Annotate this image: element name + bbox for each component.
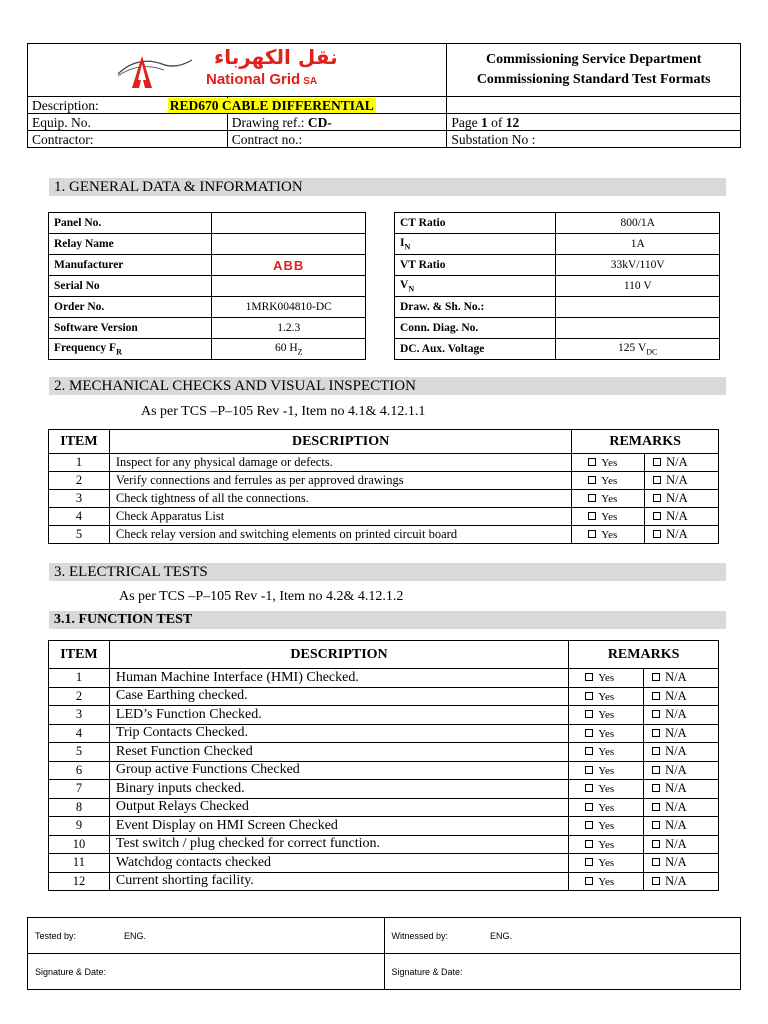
table-row bbox=[49, 743, 719, 762]
item-description: Reset Function Checked bbox=[109, 743, 568, 762]
na-label: N/A bbox=[666, 527, 688, 541]
checkbox-icon[interactable] bbox=[585, 747, 593, 755]
na-label: N/A bbox=[665, 762, 687, 777]
checkbox-icon[interactable] bbox=[588, 494, 596, 502]
function-test-table bbox=[48, 640, 719, 891]
table-row bbox=[49, 817, 719, 836]
yes-checkbox[interactable] bbox=[569, 761, 644, 780]
checkbox-icon[interactable] bbox=[652, 747, 660, 755]
checkbox-icon[interactable] bbox=[585, 877, 593, 885]
item-description: Watchdog contacts checked bbox=[109, 854, 568, 873]
item-description: Check relay version and switching elements on printed circuit board bbox=[109, 526, 571, 544]
checkbox-icon[interactable] bbox=[652, 710, 660, 718]
software-version-value: 1.2.3 bbox=[212, 318, 366, 339]
checkbox-icon[interactable] bbox=[653, 512, 661, 520]
remarks-header: REMARKS bbox=[572, 430, 719, 454]
yes-label: Yes bbox=[601, 475, 618, 487]
checkbox-icon[interactable] bbox=[588, 530, 596, 538]
formats-title: Commissioning Standard Test Formats bbox=[476, 72, 711, 87]
yes-label: Yes bbox=[598, 746, 615, 759]
na-checkbox[interactable] bbox=[645, 508, 719, 526]
contractor-label: Contractor: bbox=[28, 131, 228, 148]
item-description: Test switch / plug checked for correct function. bbox=[109, 835, 568, 854]
item-number: 3 bbox=[49, 706, 110, 725]
checkbox-icon[interactable] bbox=[653, 476, 661, 484]
na-checkbox[interactable] bbox=[644, 780, 719, 799]
manufacturer-label: Manufacturer bbox=[49, 255, 212, 276]
na-checkbox[interactable] bbox=[644, 798, 719, 817]
table-row bbox=[49, 454, 719, 472]
na-checkbox[interactable] bbox=[644, 854, 719, 873]
yes-checkbox[interactable] bbox=[569, 669, 644, 688]
contract-label: Contract no.: bbox=[227, 131, 447, 148]
serial-no-label: Serial No bbox=[49, 276, 212, 297]
grid-tower-icon bbox=[116, 52, 196, 90]
signature-date-left: Signature & Date: bbox=[28, 954, 385, 990]
item-description: LED’s Function Checked. bbox=[109, 706, 568, 725]
item-number: 7 bbox=[49, 780, 110, 799]
mechanical-checks-table bbox=[48, 429, 719, 544]
panel-no-label: Panel No. bbox=[49, 213, 212, 234]
table-row bbox=[49, 724, 719, 743]
item-number: 6 bbox=[49, 761, 110, 780]
item-description: Binary inputs checked. bbox=[109, 780, 568, 799]
checkbox-icon[interactable] bbox=[588, 512, 596, 520]
tested-by-label: Tested by: bbox=[35, 930, 77, 941]
checkbox-icon[interactable] bbox=[585, 710, 593, 718]
frequency-label: Frequency $F_R$ bbox=[49, 339, 212, 360]
checkbox-icon[interactable] bbox=[652, 766, 660, 774]
draw-sh-no-value bbox=[556, 297, 720, 318]
checkbox-icon[interactable] bbox=[585, 692, 593, 700]
checkbox-icon[interactable] bbox=[653, 458, 661, 466]
yes-label: Yes bbox=[598, 801, 615, 814]
drawing-ref-cell: Drawing ref.: CD- bbox=[227, 114, 447, 131]
substation-label: Substation No : bbox=[447, 131, 741, 148]
na-label: N/A bbox=[665, 707, 687, 722]
yes-checkbox[interactable] bbox=[572, 526, 645, 544]
na-checkbox[interactable] bbox=[644, 761, 719, 780]
description-value-cell bbox=[169, 97, 447, 114]
national-grid-logo bbox=[116, 45, 376, 90]
item-number: 2 bbox=[49, 472, 110, 490]
yes-label: Yes bbox=[601, 493, 618, 505]
ct-ratio-value: 800/1A bbox=[556, 213, 720, 234]
na-label: N/A bbox=[665, 781, 687, 796]
checkbox-icon[interactable] bbox=[652, 673, 660, 681]
general-data-left bbox=[48, 212, 366, 360]
checkbox-icon[interactable] bbox=[652, 877, 660, 885]
checkbox-icon[interactable] bbox=[652, 821, 660, 829]
table-row bbox=[49, 526, 719, 544]
table-row bbox=[49, 835, 719, 854]
yes-checkbox[interactable] bbox=[569, 743, 644, 762]
item-description: Check Apparatus List bbox=[109, 508, 571, 526]
item-number: 8 bbox=[49, 798, 110, 817]
vt-ratio-label: VT Ratio bbox=[395, 255, 556, 276]
na-checkbox[interactable] bbox=[644, 706, 719, 725]
na-label: N/A bbox=[665, 744, 687, 759]
panel-no-value bbox=[212, 213, 366, 234]
item-header: ITEM bbox=[49, 641, 110, 669]
yes-label: Yes bbox=[598, 857, 615, 870]
na-label: N/A bbox=[665, 855, 687, 870]
section2-subtitle: As per TCS –P–105 Rev -1, Item no 4.1& 4.12.1.1 bbox=[141, 404, 426, 419]
yes-checkbox[interactable] bbox=[569, 817, 644, 836]
relay-name-value bbox=[212, 234, 366, 255]
description-label: Description: bbox=[28, 97, 228, 114]
function-test-title: 3.1. FUNCTION TEST bbox=[49, 611, 726, 629]
na-label: N/A bbox=[665, 799, 687, 814]
na-checkbox[interactable] bbox=[644, 724, 719, 743]
checkbox-icon[interactable] bbox=[585, 784, 593, 792]
na-checkbox[interactable] bbox=[644, 743, 719, 762]
yes-checkbox[interactable] bbox=[572, 508, 645, 526]
header-table bbox=[27, 43, 741, 148]
conn-diag-no-value bbox=[556, 318, 720, 339]
yes-checkbox[interactable] bbox=[569, 854, 644, 873]
na-checkbox[interactable] bbox=[644, 872, 719, 891]
section1-title: 1. GENERAL DATA & INFORMATION bbox=[49, 178, 726, 196]
item-description: Check tightness of all the connections. bbox=[109, 490, 571, 508]
yes-checkbox[interactable] bbox=[569, 706, 644, 725]
yes-checkbox[interactable] bbox=[572, 472, 645, 490]
checkbox-icon[interactable] bbox=[652, 729, 660, 737]
na-label: N/A bbox=[666, 473, 688, 487]
checkbox-icon[interactable] bbox=[585, 803, 593, 811]
checkbox-icon[interactable] bbox=[585, 766, 593, 774]
na-label: N/A bbox=[665, 670, 687, 685]
item-description: Event Display on HMI Screen Checked bbox=[109, 817, 568, 836]
conn-diag-no-label: Conn. Diag. No. bbox=[395, 318, 556, 339]
drawing-ref-value: CD- bbox=[307, 114, 332, 130]
yes-label: Yes bbox=[598, 672, 615, 685]
tested-by-cell bbox=[28, 918, 385, 954]
yes-label: Yes bbox=[598, 764, 615, 777]
logo-arabic-text: نقل الكهرباء bbox=[214, 45, 338, 69]
item-number: 1 bbox=[49, 454, 110, 472]
witnessed-eng: ENG. bbox=[490, 930, 513, 941]
table-row bbox=[49, 687, 719, 706]
na-checkbox[interactable] bbox=[644, 669, 719, 688]
na-label: N/A bbox=[665, 873, 687, 888]
item-description: Inspect for any physical damage or defects. bbox=[109, 454, 571, 472]
item-description: Output Relays Checked bbox=[109, 798, 568, 817]
description-header: DESCRIPTION bbox=[109, 641, 568, 669]
checkbox-icon[interactable] bbox=[588, 476, 596, 484]
checkbox-icon[interactable] bbox=[585, 840, 593, 848]
logo-english-text: National Grid SA bbox=[206, 71, 318, 88]
checkbox-icon[interactable] bbox=[652, 803, 660, 811]
na-checkbox[interactable] bbox=[645, 526, 719, 544]
item-description: Human Machine Interface (HMI) Checked. bbox=[109, 669, 568, 688]
item-description: Verify connections and ferrules as per approved drawings bbox=[109, 472, 571, 490]
yes-checkbox[interactable] bbox=[572, 490, 645, 508]
section3-subtitle: As per TCS –P–105 Rev -1, Item no 4.2& 4.12.1.2 bbox=[119, 589, 404, 604]
na-checkbox[interactable] bbox=[645, 454, 719, 472]
na-label: N/A bbox=[665, 688, 687, 703]
yes-label: Yes bbox=[598, 783, 615, 796]
item-number: 10 bbox=[49, 835, 110, 854]
item-number: 4 bbox=[49, 508, 110, 526]
item-description: Trip Contacts Checked. bbox=[109, 724, 568, 743]
yes-checkbox[interactable] bbox=[569, 798, 644, 817]
table-row bbox=[49, 490, 719, 508]
item-number: 5 bbox=[49, 526, 110, 544]
na-checkbox[interactable] bbox=[644, 687, 719, 706]
na-checkbox[interactable] bbox=[644, 817, 719, 836]
na-label: N/A bbox=[665, 836, 687, 851]
yes-checkbox[interactable] bbox=[569, 835, 644, 854]
section2-title: 2. MECHANICAL CHECKS AND VISUAL INSPECTION bbox=[49, 377, 726, 395]
na-checkbox[interactable] bbox=[644, 835, 719, 854]
checkbox-icon[interactable] bbox=[653, 530, 661, 538]
equip-label: Equip. No. bbox=[28, 114, 228, 131]
na-label: N/A bbox=[666, 509, 688, 523]
item-number: 1 bbox=[49, 669, 110, 688]
table-row bbox=[49, 872, 719, 891]
na-label: N/A bbox=[666, 455, 688, 469]
na-checkbox[interactable] bbox=[645, 472, 719, 490]
checkbox-icon[interactable] bbox=[652, 692, 660, 700]
table-row bbox=[49, 472, 719, 490]
witnessed-by-label: Witnessed by: bbox=[391, 930, 449, 941]
table-row bbox=[49, 854, 719, 873]
yes-label: Yes bbox=[598, 820, 615, 833]
yes-label: Yes bbox=[601, 457, 618, 469]
software-version-label: Software Version bbox=[49, 318, 212, 339]
table-row bbox=[49, 798, 719, 817]
serial-no-value bbox=[212, 276, 366, 297]
description-value: RED670 CABLE DIFFERENTIAL bbox=[169, 98, 374, 113]
table-row bbox=[49, 761, 719, 780]
department-title: Commissioning Service Department bbox=[485, 52, 702, 67]
na-checkbox[interactable] bbox=[645, 490, 719, 508]
order-no-value: 1MRK004810-DC bbox=[212, 297, 366, 318]
item-number: 11 bbox=[49, 854, 110, 873]
yes-label: Yes bbox=[601, 511, 618, 523]
dc-aux-voltage-value: 125 $V_{DC}$ bbox=[556, 339, 720, 360]
yes-label: Yes bbox=[601, 529, 618, 541]
vn-label: $V_N$ bbox=[395, 276, 556, 297]
dc-aux-voltage-label: DC. Aux. Voltage bbox=[395, 339, 556, 360]
vn-value: 110 V bbox=[556, 276, 720, 297]
in-value: 1A bbox=[556, 234, 720, 255]
table-row bbox=[49, 780, 719, 799]
in-label: $I_N$ bbox=[395, 234, 556, 255]
signature-footer bbox=[27, 917, 741, 990]
witnessed-by-cell bbox=[384, 918, 741, 954]
yes-label: Yes bbox=[598, 690, 615, 703]
table-row bbox=[49, 669, 719, 688]
checkbox-icon[interactable] bbox=[585, 729, 593, 737]
item-description: Case Earthing checked. bbox=[109, 687, 568, 706]
item-number: 2 bbox=[49, 687, 110, 706]
item-description: Group active Functions Checked bbox=[109, 761, 568, 780]
yes-label: Yes bbox=[598, 709, 615, 722]
tested-eng: ENG. bbox=[124, 930, 147, 941]
checkbox-icon[interactable] bbox=[652, 784, 660, 792]
item-number: 3 bbox=[49, 490, 110, 508]
description-header: DESCRIPTION bbox=[109, 430, 571, 454]
yes-checkbox[interactable] bbox=[572, 454, 645, 472]
item-header: ITEM bbox=[49, 430, 110, 454]
yes-checkbox[interactable] bbox=[569, 780, 644, 799]
frequency-value: 60 $H_Z$ bbox=[212, 339, 366, 360]
yes-checkbox[interactable] bbox=[569, 687, 644, 706]
department-cell bbox=[447, 44, 741, 97]
item-number: 5 bbox=[49, 743, 110, 762]
checkbox-icon[interactable] bbox=[588, 458, 596, 466]
checkbox-icon[interactable] bbox=[585, 858, 593, 866]
vt-ratio-value: 33kV/110V bbox=[556, 255, 720, 276]
checkbox-icon[interactable] bbox=[652, 840, 660, 848]
yes-checkbox[interactable] bbox=[569, 872, 644, 891]
page-cell: Page 1 of 12 bbox=[447, 114, 741, 131]
abb-logo: ABB bbox=[273, 257, 305, 273]
item-description: Current shorting facility. bbox=[109, 872, 568, 891]
logo-cell bbox=[28, 44, 447, 97]
draw-sh-no-label: Draw. & Sh. No.: bbox=[395, 297, 556, 318]
remarks-header: REMARKS bbox=[569, 641, 719, 669]
item-number: 4 bbox=[49, 724, 110, 743]
na-label: N/A bbox=[665, 725, 687, 740]
section3-title: 3. ELECTRICAL TESTS bbox=[49, 563, 726, 581]
yes-label: Yes bbox=[598, 727, 615, 740]
yes-label: Yes bbox=[598, 838, 615, 851]
item-number: 9 bbox=[49, 817, 110, 836]
signature-date-right: Signature & Date: bbox=[384, 954, 741, 990]
table-row bbox=[49, 706, 719, 725]
ct-ratio-label: CT Ratio bbox=[395, 213, 556, 234]
na-label: N/A bbox=[666, 491, 688, 505]
item-number: 12 bbox=[49, 872, 110, 891]
order-no-label: Order No. bbox=[49, 297, 212, 318]
table-row bbox=[49, 508, 719, 526]
na-label: N/A bbox=[665, 818, 687, 833]
yes-checkbox[interactable] bbox=[569, 724, 644, 743]
general-data-right bbox=[394, 212, 720, 360]
yes-label: Yes bbox=[598, 875, 615, 888]
checkbox-icon[interactable] bbox=[652, 858, 660, 866]
relay-name-label: Relay Name bbox=[49, 234, 212, 255]
checkbox-icon[interactable] bbox=[585, 673, 593, 681]
checkbox-icon[interactable] bbox=[653, 494, 661, 502]
checkbox-icon[interactable] bbox=[585, 821, 593, 829]
